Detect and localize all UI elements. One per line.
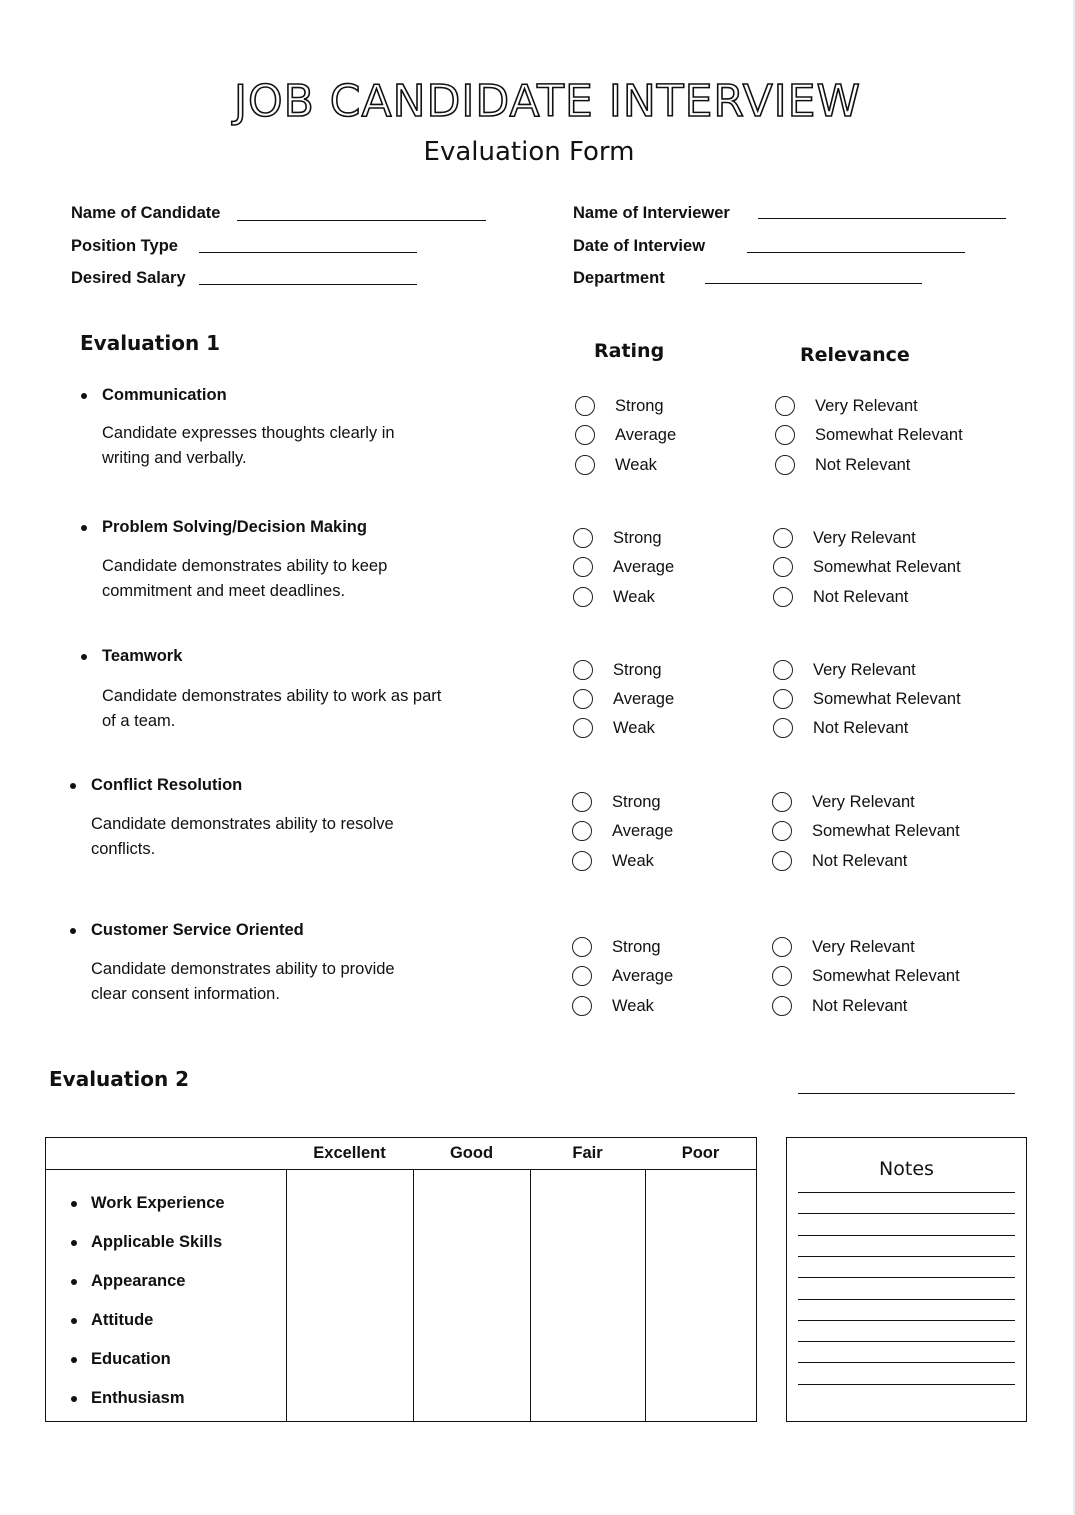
notes-line <box>798 1192 1015 1193</box>
radio-circle-icon[interactable] <box>573 557 593 577</box>
criterion-bullet <box>81 393 87 399</box>
radio-label: Not Relevant <box>812 997 908 1015</box>
radio-circle-icon[interactable] <box>772 966 792 986</box>
radio-circle-icon[interactable] <box>772 937 792 957</box>
criterion-description: Candidate demonstrates ability to resolve conflicts. <box>91 815 394 858</box>
radio-circle-icon[interactable] <box>573 660 593 680</box>
radio-label: Strong <box>612 938 661 956</box>
radio-circle-icon[interactable] <box>572 851 592 871</box>
radio-circle-icon[interactable] <box>773 689 793 709</box>
table-row-label: Applicable Skills <box>91 1233 223 1251</box>
position-type-field[interactable] <box>199 252 417 253</box>
desired-salary-label: Desired Salary <box>71 269 186 287</box>
criterion-description: Candidate demonstrates ability to work as part of a team. <box>102 687 442 730</box>
radio-label: Very Relevant <box>815 397 918 415</box>
notes-line <box>798 1320 1015 1321</box>
radio-circle-icon[interactable] <box>575 455 595 475</box>
radio-circle-icon[interactable] <box>773 587 793 607</box>
table-divider <box>286 1169 287 1421</box>
radio-circle-icon[interactable] <box>773 557 793 577</box>
notes-line <box>798 1299 1015 1300</box>
radio-label: Somewhat Relevant <box>812 822 960 840</box>
table-row-label: Appearance <box>91 1272 186 1290</box>
radio-circle-icon[interactable] <box>772 996 792 1016</box>
column-fair: Fair <box>572 1144 603 1162</box>
radio-label: Not Relevant <box>813 588 909 606</box>
criterion-description: Candidate demonstrates ability to keep commitment and meet deadlines. <box>102 557 388 600</box>
criterion-bullet <box>81 654 87 660</box>
radio-circle-icon[interactable] <box>775 455 795 475</box>
relevance-heading: Relevance <box>800 344 910 366</box>
radio-circle-icon[interactable] <box>775 396 795 416</box>
radio-label: Weak <box>613 588 655 606</box>
criterion-title: Communication <box>102 386 227 404</box>
table-row-label: Work Experience <box>91 1194 225 1212</box>
radio-circle-icon[interactable] <box>573 587 593 607</box>
rating-heading: Rating <box>594 340 665 362</box>
radio-label: Weak <box>613 719 655 737</box>
criterion-title: Teamwork <box>102 647 183 665</box>
table-row-bullet <box>71 1240 77 1246</box>
table-divider <box>413 1169 414 1421</box>
radio-label: Somewhat Relevant <box>815 426 963 444</box>
table-row-label: Enthusiasm <box>91 1389 185 1407</box>
table-row-bullet <box>71 1357 77 1363</box>
radio-label: Average <box>613 690 675 708</box>
radio-circle-icon[interactable] <box>773 718 793 738</box>
radio-label: Strong <box>613 661 662 679</box>
radio-circle-icon[interactable] <box>775 425 795 445</box>
column-poor: Poor <box>681 1144 720 1162</box>
criterion-bullet <box>70 783 76 789</box>
radio-label: Average <box>612 967 674 985</box>
form-subtitle: Evaluation Form <box>423 137 635 167</box>
table-divider <box>645 1169 646 1421</box>
radio-circle-icon[interactable] <box>772 821 792 841</box>
radio-circle-icon[interactable] <box>572 937 592 957</box>
table-row-bullet <box>71 1279 77 1285</box>
radio-circle-icon[interactable] <box>573 689 593 709</box>
criterion-bullet <box>70 928 76 934</box>
notes-line <box>798 1256 1015 1257</box>
column-good: Good <box>449 1144 494 1162</box>
table-row-label: Education <box>91 1350 171 1368</box>
table-row-bullet <box>71 1318 77 1324</box>
evaluation-2-heading: Evaluation 2 <box>49 1067 190 1091</box>
radio-label: Average <box>613 558 675 576</box>
notes-line <box>798 1384 1015 1385</box>
criterion-description: Candidate demonstrates ability to provide clear consent information. <box>91 960 395 1003</box>
radio-circle-icon[interactable] <box>572 996 592 1016</box>
radio-circle-icon[interactable] <box>572 792 592 812</box>
radio-circle-icon[interactable] <box>575 425 595 445</box>
criterion-title: Problem Solving/Decision Making <box>102 518 367 536</box>
radio-circle-icon[interactable] <box>773 528 793 548</box>
table-row-bullet <box>71 1201 77 1207</box>
column-excellent: Excellent <box>313 1144 386 1162</box>
radio-label: Very Relevant <box>812 938 915 956</box>
radio-label: Weak <box>612 852 654 870</box>
radio-circle-icon[interactable] <box>772 792 792 812</box>
radio-label: Average <box>612 822 674 840</box>
radio-label: Strong <box>615 397 664 415</box>
radio-label: Somewhat Relevant <box>812 967 960 985</box>
notes-line <box>798 1235 1015 1236</box>
radio-label: Average <box>615 426 677 444</box>
department-label: Department <box>573 269 665 287</box>
criterion-title: Conflict Resolution <box>91 776 243 794</box>
radio-circle-icon[interactable] <box>773 660 793 680</box>
radio-label: Strong <box>613 529 662 547</box>
department-field[interactable] <box>705 283 922 284</box>
date-of-interview-field[interactable] <box>747 252 965 253</box>
notes-line <box>798 1362 1015 1363</box>
table-divider <box>530 1169 531 1421</box>
radio-circle-icon[interactable] <box>572 821 592 841</box>
date-of-interview-label: Date of Interview <box>573 237 706 255</box>
radio-label: Weak <box>615 456 657 474</box>
radio-label: Weak <box>612 997 654 1015</box>
table-row-bullet <box>71 1396 77 1402</box>
radio-circle-icon[interactable] <box>572 966 592 986</box>
radio-label: Not Relevant <box>815 456 911 474</box>
radio-label: Not Relevant <box>813 719 909 737</box>
radio-circle-icon[interactable] <box>575 396 595 416</box>
evaluation-2-table <box>45 1137 757 1422</box>
table-header-rule <box>46 1169 756 1170</box>
radio-label: Strong <box>612 793 661 811</box>
criterion-title: Customer Service Oriented <box>91 921 304 939</box>
radio-label: Not Relevant <box>812 852 908 870</box>
radio-circle-icon[interactable] <box>573 528 593 548</box>
form-title: JOB CANDIDATE INTERVIEW <box>234 76 861 127</box>
radio-circle-icon[interactable] <box>573 718 593 738</box>
radio-label: Somewhat Relevant <box>813 690 961 708</box>
name-of-interviewer-field[interactable] <box>758 218 1006 219</box>
notes-title: Notes <box>879 1158 934 1180</box>
evaluation-2-signature-line[interactable] <box>798 1093 1015 1094</box>
criterion-description: Candidate expresses thoughts clearly in writing and verbally. <box>102 424 395 467</box>
evaluation-1-heading: Evaluation 1 <box>80 331 221 355</box>
criterion-bullet <box>81 525 87 531</box>
position-type-label: Position Type <box>71 237 178 255</box>
radio-label: Very Relevant <box>813 529 916 547</box>
notes-line <box>798 1341 1015 1342</box>
notes-line <box>798 1277 1015 1278</box>
radio-label: Very Relevant <box>813 661 916 679</box>
notes-line <box>798 1213 1015 1214</box>
radio-circle-icon[interactable] <box>772 851 792 871</box>
name-of-candidate-field[interactable] <box>237 220 486 221</box>
desired-salary-field[interactable] <box>199 284 417 285</box>
name-of-interviewer-label: Name of Interviewer <box>573 204 730 222</box>
name-of-candidate-label: Name of Candidate <box>71 204 221 222</box>
radio-label: Very Relevant <box>812 793 915 811</box>
notes-box[interactable] <box>786 1137 1027 1422</box>
table-row-label: Attitude <box>91 1311 154 1329</box>
radio-label: Somewhat Relevant <box>813 558 961 576</box>
